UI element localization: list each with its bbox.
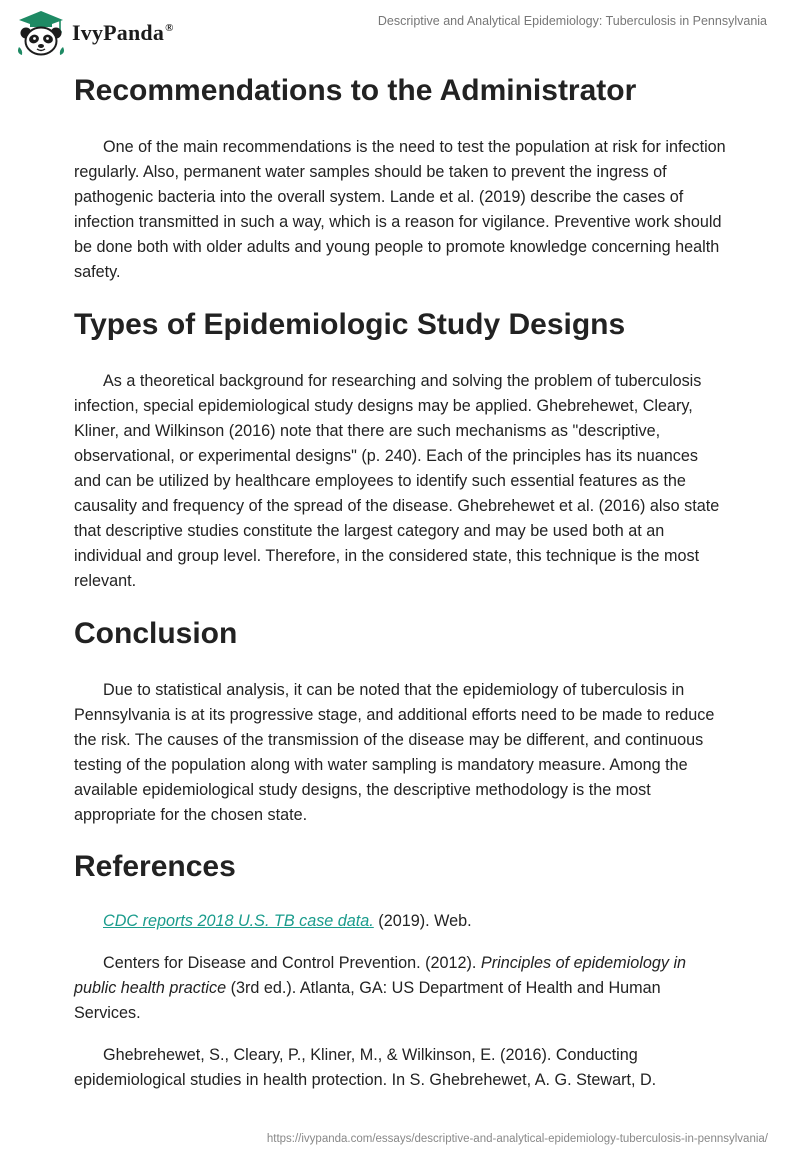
essay-content — [74, 70, 726, 1093]
brand-name: IvyPanda® — [72, 20, 174, 45]
reference-item-text: (2019). Web. — [373, 912, 472, 930]
registered-mark: ® — [165, 21, 174, 34]
reference-item-text: Centers for Disease and Control Prevention. (2012). — [103, 954, 481, 972]
section-heading-references: References — [74, 850, 236, 883]
section-heading-recommendations: Recommendations to the Administrator — [74, 74, 637, 107]
reference-item — [74, 951, 726, 1026]
reference-item — [74, 909, 726, 934]
section-heading-conclusion: Conclusion — [74, 617, 238, 650]
ivypanda-logo[interactable] — [16, 9, 174, 57]
footer-url[interactable]: https://ivypanda.com/essays/descriptive-and-analytical-epidemiology-tuberculosis-in-pennsylvania/ — [266, 1133, 768, 1145]
section-body-study-designs: As a theoretical background for researching and solving the problem of tuberculosis infection, special epidemiological study designs may be applied. Ghebrehewet, Cleary, Kliner, and Wilkinson (2016) note that there are such mechanisms as "descriptive, observational, or experimental designs" (p. 240). Each of the principles has its nuances and can be utilized by healthcare employees to identify such essential features as the causality and frequency of the spread of the disease. Ghebrehewet et al. (2016) also state that descriptive studies constitute the largest category and may be used both at an individual and group level. Therefore, in the considered state, this technique is the most relevant. — [74, 372, 720, 590]
panda-graduate-icon — [16, 9, 66, 57]
section-body-conclusion: Due to statistical analysis, it can be noted that the epidemiology of tuberculosis in Pennsylvania is at its progressive stage, and additional efforts need to be made to reduce the risk. The causes of the transmission of the disease may be different, and continuous testing of the population along with water sampling is mandatory measure. Among the available epidemiological study designs, the descriptive methodology is the most appropriate for the chosen state. — [74, 681, 715, 824]
document-title: Descriptive and Analytical Epidemiology: Tuberculosis in Pennsylvania — [377, 14, 767, 28]
section-body-recommendations: One of the main recommendations is the need to test the population at risk for infection regularly. Also, permanent water samples should be taken to prevent the ingress of pathogenic bacteria into the overall system. Lande et al. (2019) describe the cases of infection transmitted in such a way, which is a reason for vigilance. Preventive work should be done both with older adults and young people to promote knowledge concerning health safety. — [74, 138, 726, 281]
section-heading-study-designs: Types of Epidemiologic Study Designs — [74, 308, 626, 341]
reference-item-title: Principles of epidemiology in public health practice — [74, 954, 687, 997]
reference-item: Ghebrehewet, S., Cleary, P., Kliner, M., & Wilkinson, E. (2016). Conducting epidemiological studies in health protection. In S. Ghebrehewet, A. G. Stewart, D. — [74, 1046, 657, 1089]
reference-link-cdc[interactable]: CDC reports 2018 U.S. TB case data. — [103, 912, 374, 930]
page-header — [0, 0, 800, 62]
reference-item-text: (3rd ed.). Atlanta, GA: US Department of Health and Human Services. — [74, 979, 661, 1022]
